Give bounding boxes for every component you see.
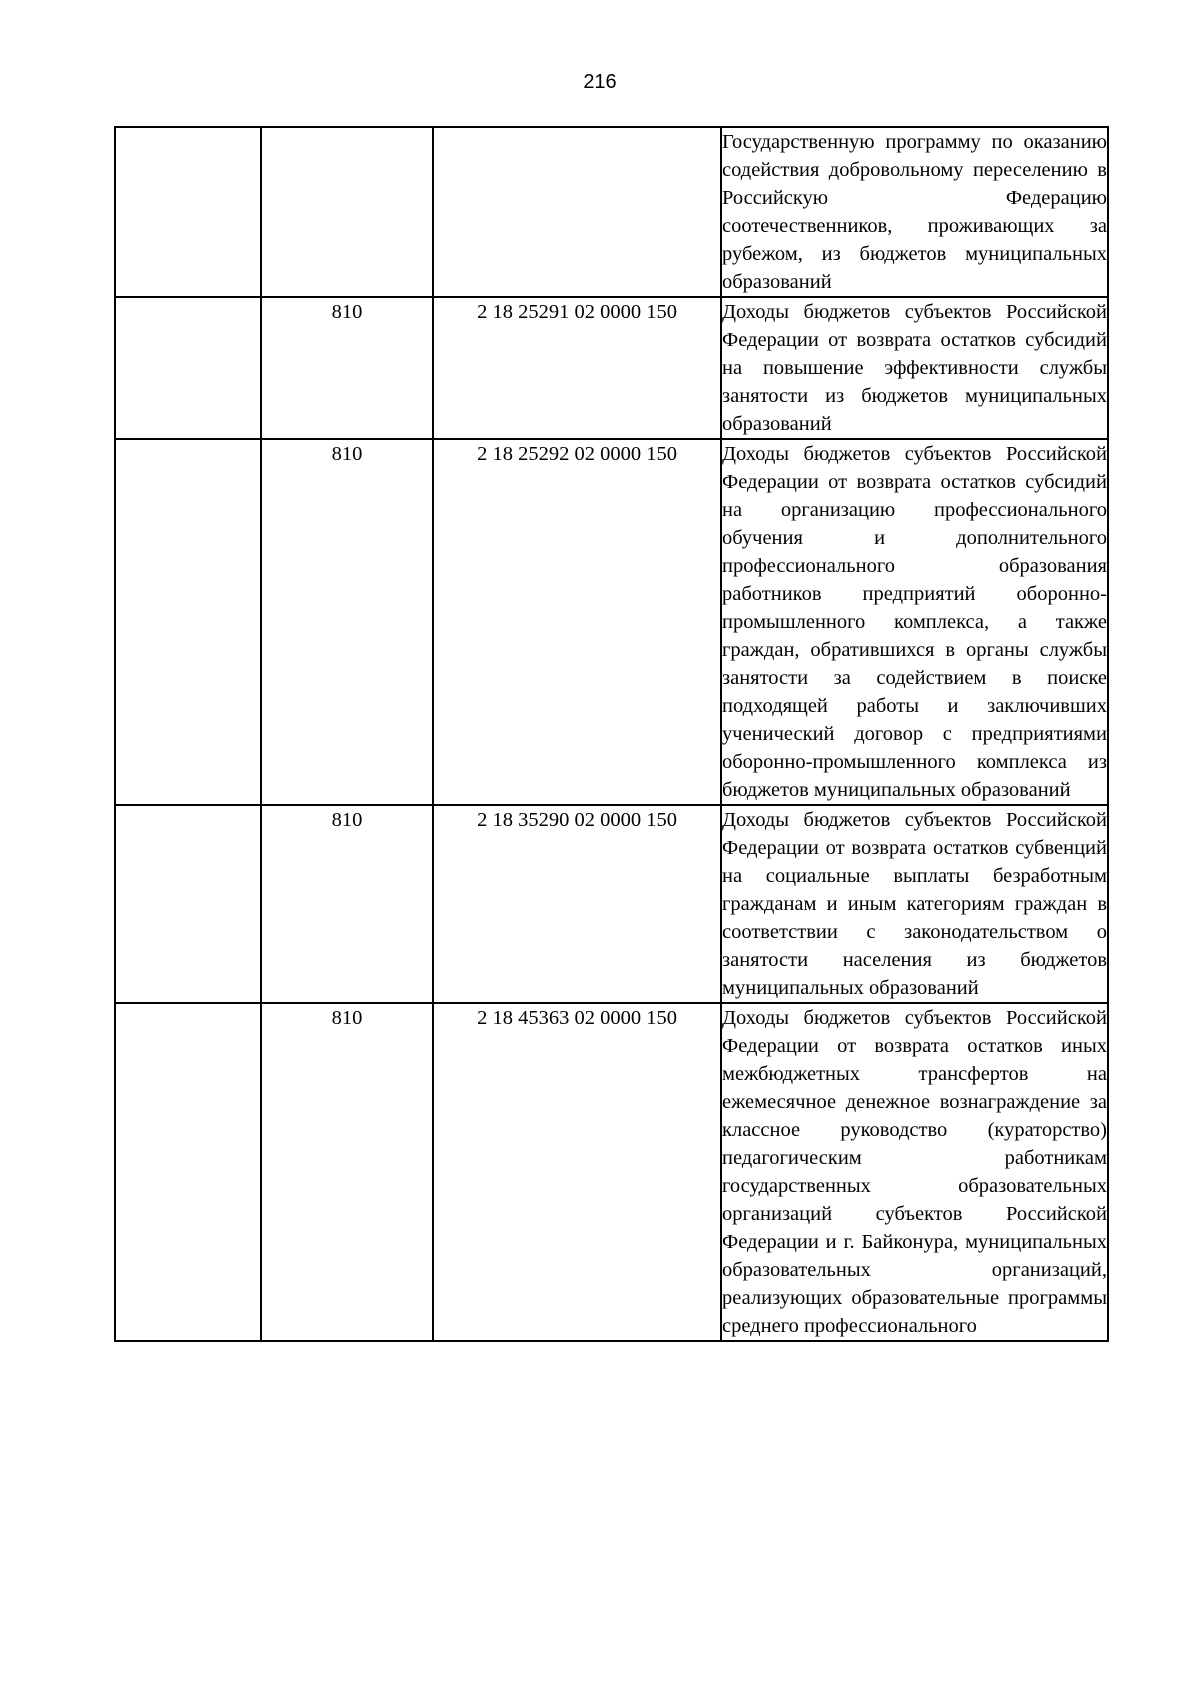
description-cell: Государственную программу по оказанию содействия добровольному переселению в Российскую Федерацию соотечественников, проживающих за рубежом, из бюджетов муниципальных образований xyxy=(721,127,1108,297)
budget-code-cell: 2 18 45363 02 0000 150 xyxy=(433,1003,721,1341)
empty-cell xyxy=(115,127,261,297)
description-cell: Доходы бюджетов субъектов Российской Федерации от возврата остатков субсидий на повышение эффективности службы занятости из бюджетов муниципальных образований xyxy=(721,297,1108,439)
table-row xyxy=(115,805,1108,1003)
description-cell: Доходы бюджетов субъектов Российской Федерации от возврата остатков иных межбюджетных трансфертов на ежемесячное денежное вознаграждение за классное руководство (кураторство) педагогическим работникам государственных образовательных организаций субъектов Российской Федерации и г. Байконура, муниципальных образовательных организаций, реализующих образовательные программы среднего профессионального xyxy=(721,1003,1108,1341)
description-cell: Доходы бюджетов субъектов Российской Федерации от возврата остатков субвенций на социальные выплаты безработным гражданам и иным категориям граждан в соответствии с законодательством о занятости населения из бюджетов муниципальных образований xyxy=(721,805,1108,1003)
budget-code-cell: 2 18 25291 02 0000 150 xyxy=(433,297,721,439)
table-row xyxy=(115,439,1108,805)
empty-cell xyxy=(115,297,261,439)
table-row xyxy=(115,1003,1108,1341)
admin-code-cell: 810 xyxy=(261,1003,433,1341)
admin-code-cell: 810 xyxy=(261,805,433,1003)
empty-cell xyxy=(115,439,261,805)
empty-cell xyxy=(115,1003,261,1341)
table-row xyxy=(115,297,1108,439)
table-row xyxy=(115,127,1108,297)
page-number: 216 xyxy=(583,71,617,93)
admin-code-cell xyxy=(261,127,433,297)
empty-cell xyxy=(115,805,261,1003)
admin-code-cell: 810 xyxy=(261,297,433,439)
budget-classification-table xyxy=(114,126,1109,1342)
description-cell: Доходы бюджетов субъектов Российской Федерации от возврата остатков субсидий на организацию профессионального обучения и дополнительного профессионального образования работников предприятий оборонно-промышленного комплекса, а также граждан, обратившихся в органы службы занятости за содействием в поиске подходящей работы и заключивших ученический договор с предприятиями оборонно-промышленного комплекса из бюджетов муниципальных образований xyxy=(721,439,1108,805)
budget-code-cell xyxy=(433,127,721,297)
budget-code-cell: 2 18 25292 02 0000 150 xyxy=(433,439,721,805)
admin-code-cell: 810 xyxy=(261,439,433,805)
budget-code-cell: 2 18 35290 02 0000 150 xyxy=(433,805,721,1003)
